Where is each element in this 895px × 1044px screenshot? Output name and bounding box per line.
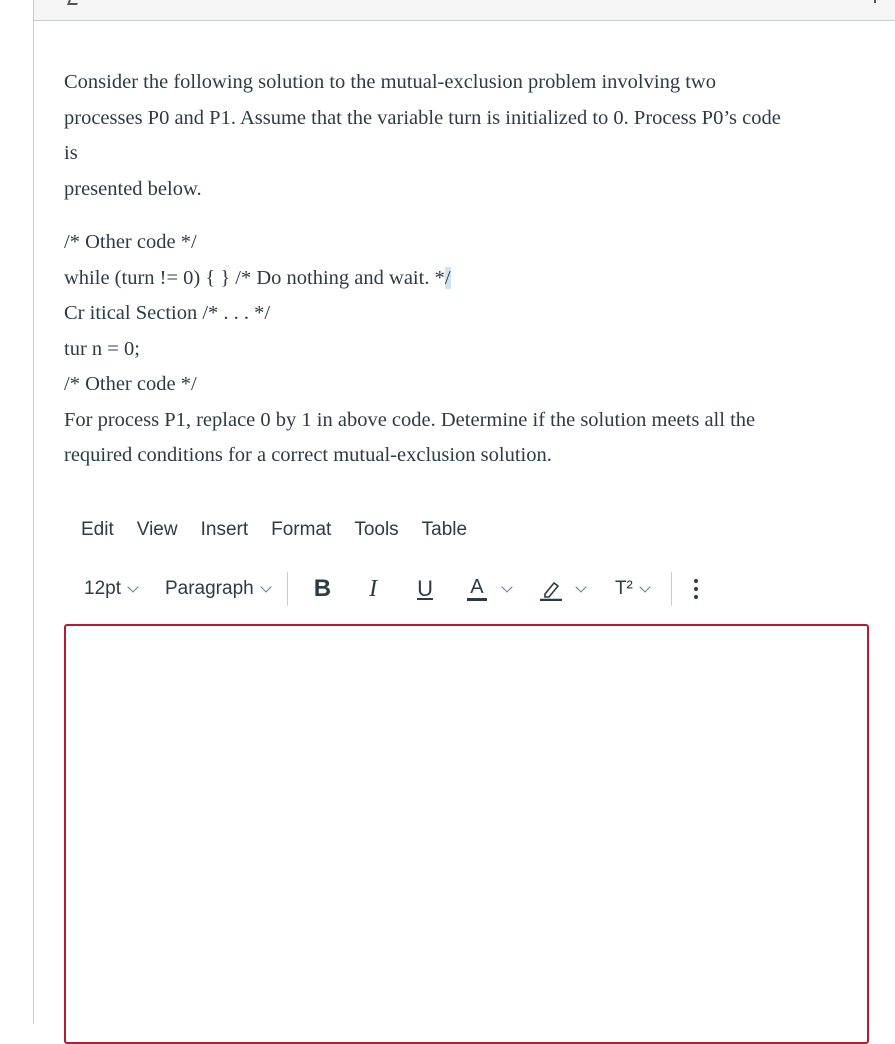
header-mark-icon — [874, 0, 876, 3]
code-line-text: while (turn != 0) { } /* Do nothing and wait. * — [64, 266, 445, 289]
editor-toolbar — [84, 572, 698, 606]
menu-tools[interactable]: Tools — [354, 519, 399, 540]
menu-insert[interactable]: Insert — [200, 519, 249, 540]
content-frame-border — [33, 0, 34, 1024]
block-format-select[interactable] — [165, 578, 270, 600]
editor-menubar — [81, 519, 490, 547]
text-color-icon — [467, 577, 487, 601]
question-header — [34, 0, 895, 21]
highlight-color-button[interactable] — [539, 577, 585, 601]
toolbar-divider — [671, 572, 672, 606]
code-line: Cr itical Section /* . . . */ — [64, 302, 271, 324]
selected-text: / — [444, 266, 451, 289]
toolbar-divider — [287, 572, 288, 606]
italic-button[interactable]: I — [369, 575, 378, 602]
chevron-down-icon — [501, 581, 512, 592]
highlighter-icon — [539, 577, 563, 601]
answer-editor[interactable] — [64, 624, 869, 1044]
code-line: /* Other code */ — [64, 373, 197, 395]
question-line: is — [64, 142, 78, 164]
menu-format[interactable]: Format — [271, 519, 332, 540]
question-line: required conditions for a correct mutual-exclusion solution. — [64, 444, 552, 466]
chevron-down-icon — [260, 581, 271, 592]
text-color-letter: A — [470, 576, 484, 598]
chevron-down-icon — [575, 581, 586, 592]
menu-edit[interactable]: Edit — [81, 519, 114, 540]
chevron-down-icon — [127, 581, 138, 592]
text-color-button[interactable] — [467, 577, 511, 601]
bold-button[interactable]: B — [313, 575, 332, 602]
code-line: /* Other code */ — [64, 231, 197, 253]
menu-view[interactable]: View — [136, 519, 178, 540]
superscript-button[interactable] — [615, 578, 649, 600]
question-line: Consider the following solution to the mutual-exclusion problem involving two — [64, 71, 716, 93]
chevron-down-icon — [639, 581, 650, 592]
question-line: presented below. — [64, 177, 202, 200]
question-line: processes P0 and P1. Assume that the variable turn is initialized to 0. Process P0’s code — [64, 106, 781, 129]
underline-button[interactable]: U — [417, 576, 433, 601]
menu-table[interactable]: Table — [421, 519, 468, 540]
font-size-value: 12pt — [84, 578, 121, 599]
text-color-swatch — [467, 598, 487, 601]
more-options-icon[interactable] — [694, 579, 698, 599]
question-text — [64, 65, 879, 474]
code-line: tur n = 0; — [64, 337, 140, 360]
superscript-label: T² — [614, 578, 633, 599]
block-format-value: Paragraph — [164, 578, 254, 599]
code-line — [64, 261, 879, 297]
question-line: For process P1, replace 0 by 1 in above code. Determine if the solution meets all the — [64, 408, 756, 431]
font-size-select[interactable] — [84, 578, 137, 600]
header-chevron-icon — [67, 0, 79, 5]
